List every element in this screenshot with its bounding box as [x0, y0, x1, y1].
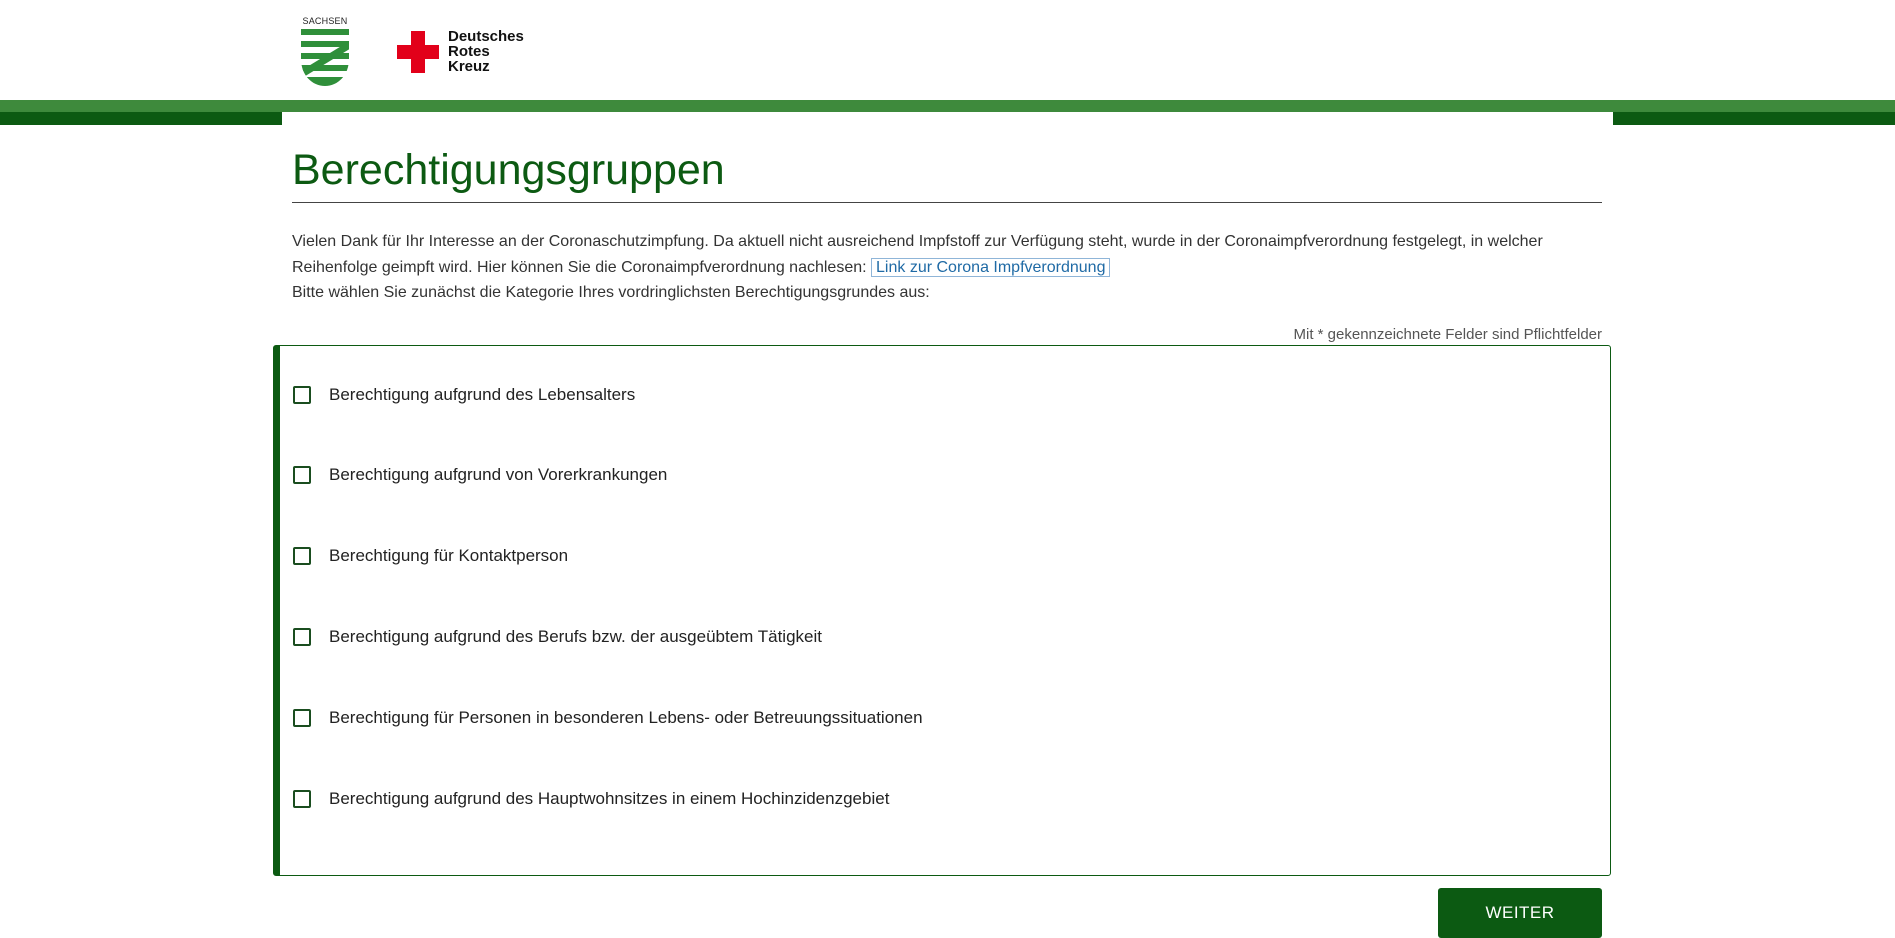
next-button[interactable]: WEITER: [1438, 888, 1602, 938]
option-label-besondere-lebenssituationen: Berechtigung für Personen in besonderen Lebens- oder Betreuungssituationen: [329, 708, 923, 727]
drk-line-3: Kreuz: [448, 58, 490, 75]
sachsen-logo[interactable]: [299, 16, 351, 88]
instruction-text: Bitte wählen Sie zunächst die Kategorie Ihres vordringlichsten Berechtigungsgrundes aus:: [292, 284, 930, 301]
sachsen-logo-label: SACHSEN: [302, 16, 348, 26]
required-fields-note: Mit * gekennzeichnete Felder sind Pflichtfelder: [1293, 326, 1602, 343]
option-label-lebensalter: Berechtigung aufgrund des Lebensalters: [329, 385, 636, 404]
checkbox-besondere-lebenssituationen[interactable]: [293, 709, 311, 727]
header-band-dark-left: [0, 112, 282, 125]
red-cross-icon: [397, 31, 439, 73]
header-band-dark-right: [1613, 112, 1895, 125]
checkbox-beruf[interactable]: [293, 628, 311, 646]
option-label-hochinzidenzgebiet: Berechtigung aufgrund des Hauptwohnsitzes in einem Hochinzidenzgebiet: [329, 789, 890, 808]
checkbox-hochinzidenzgebiet[interactable]: [293, 790, 311, 808]
intro-text-block: [292, 229, 1602, 306]
sachsen-shield-icon: [301, 29, 349, 87]
intro-text: Vielen Dank für Ihr Interesse an der Coronaschutzimpfung. Da aktuell nicht ausreichend Impfstoff zur Verfügung steht, wurde in der Coronaimpfverordnung festgelegt, in welcher Reihenfolge geimpft wird. Hier können Sie die Coronaimpfverordnung nachlesen:: [292, 233, 1543, 276]
checkbox-kontaktperson[interactable]: [293, 547, 311, 565]
option-kontaktperson[interactable]: [293, 544, 568, 568]
option-beruf[interactable]: [293, 625, 822, 649]
option-vorerkrankungen[interactable]: [293, 463, 667, 487]
option-label-beruf: Berechtigung aufgrund des Berufs bzw. der ausgeübtem Tätigkeit: [329, 627, 822, 646]
site-header: [0, 0, 1895, 100]
corona-impfverordnung-link[interactable]: Link zur Corona Impfverordnung: [871, 258, 1110, 277]
drk-logo-text: [448, 29, 524, 74]
drk-logo[interactable]: [397, 29, 547, 77]
option-hochinzidenzgebiet[interactable]: [293, 787, 889, 811]
option-besondere-lebenssituationen[interactable]: [293, 706, 923, 730]
drk-line-2: Rotes: [448, 43, 490, 60]
title-divider: [292, 202, 1602, 203]
option-label-kontaktperson: Berechtigung für Kontaktperson: [329, 546, 569, 565]
drk-line-1: Deutsches: [448, 28, 524, 45]
option-lebensalter[interactable]: [293, 383, 635, 407]
option-label-vorerkrankungen: Berechtigung aufgrund von Vorerkrankungen: [329, 465, 668, 484]
page-title: Berechtigungsgruppen: [292, 146, 725, 194]
checkbox-vorerkrankungen[interactable]: [293, 466, 311, 484]
checkbox-lebensalter[interactable]: [293, 386, 311, 404]
eligibility-options-panel: [273, 345, 1611, 876]
header-band-light: [0, 100, 1895, 112]
